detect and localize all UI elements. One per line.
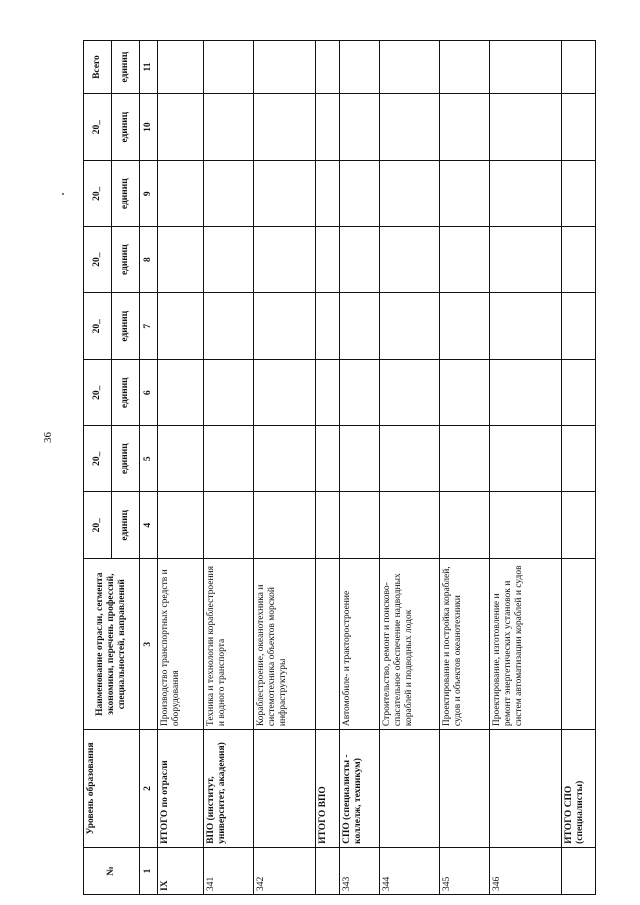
- header-year: 20_: [84, 227, 112, 293]
- value-cell: [440, 227, 490, 293]
- header-num: №: [84, 847, 140, 894]
- scan-speck: [62, 193, 64, 195]
- value-cell: [380, 426, 440, 492]
- value-cell: [254, 426, 316, 492]
- value-cell: [316, 426, 340, 492]
- value-cell: [440, 161, 490, 227]
- table-row: [340, 41, 380, 895]
- table-row: [316, 41, 340, 895]
- value-cell: [204, 227, 254, 293]
- value-cell: [490, 94, 562, 161]
- value-cell: [204, 426, 254, 492]
- value-cell: [158, 227, 204, 293]
- value-cell: [562, 426, 596, 492]
- specialty-name: Автомобиле- и тракторостроение: [340, 559, 380, 730]
- value-cell: [440, 360, 490, 426]
- value-cell: [340, 360, 380, 426]
- value-cell: [380, 360, 440, 426]
- column-index: 1: [140, 847, 158, 894]
- row-number: [562, 847, 596, 894]
- value-cell: [340, 492, 380, 559]
- header-unit: единиц: [112, 94, 140, 161]
- header-unit: единиц: [112, 426, 140, 492]
- column-index: 5: [140, 426, 158, 492]
- header-unit: единиц: [112, 360, 140, 426]
- value-cell: [562, 41, 596, 94]
- education-table: [83, 40, 596, 895]
- value-cell: [316, 41, 340, 94]
- rotated-table-container: [83, 40, 637, 895]
- value-cell: [316, 360, 340, 426]
- value-cell: [380, 41, 440, 94]
- value-cell: [490, 492, 562, 559]
- header-unit: единиц: [112, 41, 140, 94]
- value-cell: [562, 293, 596, 360]
- page-number: 36: [42, 432, 54, 443]
- header-total: Всего: [84, 41, 112, 94]
- value-cell: [158, 161, 204, 227]
- value-cell: [340, 94, 380, 161]
- header-unit: единиц: [112, 161, 140, 227]
- value-cell: [158, 94, 204, 161]
- table-row: [204, 41, 254, 895]
- row-number: IX: [158, 847, 204, 894]
- value-cell: [440, 426, 490, 492]
- header-year: 20_: [84, 94, 112, 161]
- value-cell: [254, 293, 316, 360]
- column-index: 11: [140, 41, 158, 94]
- value-cell: [158, 492, 204, 559]
- value-cell: [440, 94, 490, 161]
- header-unit: единиц: [112, 227, 140, 293]
- specialty-name: Кораблестроение, океанотехника и системотехника объектов морской инфраструктуры: [254, 559, 316, 730]
- education-level: [254, 730, 316, 848]
- value-cell: [440, 293, 490, 360]
- value-cell: [158, 426, 204, 492]
- value-cell: [254, 94, 316, 161]
- header-year: 20_: [84, 360, 112, 426]
- table-body: [158, 41, 596, 895]
- specialty-name: Проектирование и постройка кораблей, судов и объектов океанотехники: [440, 559, 490, 730]
- row-number: 341: [204, 847, 254, 894]
- education-level: ИТОГО ВПО: [316, 730, 340, 848]
- header-year: 20_: [84, 161, 112, 227]
- specialty-name: Проектирование, изготовление и ремонт энергетических установок и систем автоматизации кораблей и судов: [490, 559, 562, 730]
- header-name: Наименование отрасли, сегмента экономики, перечень профессий, специальностей, направлений: [84, 559, 140, 730]
- table-row: [490, 41, 562, 895]
- value-cell: [380, 161, 440, 227]
- specialty-name: Техника и технологии кораблестроения и водного транспорта: [204, 559, 254, 730]
- value-cell: [562, 492, 596, 559]
- row-number: 342: [254, 847, 316, 894]
- table-row: [562, 41, 596, 895]
- education-level: [440, 730, 490, 848]
- table-row: [380, 41, 440, 895]
- column-index: 7: [140, 293, 158, 360]
- value-cell: [316, 94, 340, 161]
- value-cell: [204, 360, 254, 426]
- value-cell: [158, 41, 204, 94]
- header-year: 20_: [84, 492, 112, 559]
- value-cell: [254, 227, 316, 293]
- table-row: [254, 41, 316, 895]
- education-level: ВПО (институт, университет, академия): [204, 730, 254, 848]
- table-row: [440, 41, 490, 895]
- value-cell: [490, 227, 562, 293]
- header-unit: единиц: [112, 293, 140, 360]
- education-level: [490, 730, 562, 848]
- value-cell: [158, 360, 204, 426]
- row-number: 343: [340, 847, 380, 894]
- value-cell: [562, 161, 596, 227]
- value-cell: [490, 161, 562, 227]
- value-cell: [380, 293, 440, 360]
- header-year: 20_: [84, 426, 112, 492]
- value-cell: [204, 94, 254, 161]
- value-cell: [562, 94, 596, 161]
- specialty-name: [316, 559, 340, 730]
- value-cell: [340, 293, 380, 360]
- value-cell: [204, 293, 254, 360]
- row-number: [316, 847, 340, 894]
- value-cell: [254, 360, 316, 426]
- value-cell: [380, 94, 440, 161]
- row-number: 345: [440, 847, 490, 894]
- value-cell: [440, 492, 490, 559]
- value-cell: [254, 161, 316, 227]
- value-cell: [380, 227, 440, 293]
- header-year: 20_: [84, 293, 112, 360]
- value-cell: [562, 227, 596, 293]
- value-cell: [204, 41, 254, 94]
- column-index: 9: [140, 161, 158, 227]
- value-cell: [490, 360, 562, 426]
- value-cell: [204, 161, 254, 227]
- value-cell: [316, 492, 340, 559]
- value-cell: [380, 492, 440, 559]
- value-cell: [340, 41, 380, 94]
- education-level: СПО (специалисты - коллелж, техникум): [340, 730, 380, 848]
- value-cell: [316, 293, 340, 360]
- specialty-name: Производство транспортных средств и оборудования: [158, 559, 204, 730]
- value-cell: [254, 41, 316, 94]
- column-index: 3: [140, 559, 158, 730]
- column-index: 10: [140, 94, 158, 161]
- value-cell: [440, 41, 490, 94]
- column-index: 2: [140, 730, 158, 848]
- value-cell: [490, 426, 562, 492]
- table-row: [158, 41, 204, 895]
- value-cell: [204, 492, 254, 559]
- value-cell: [254, 492, 316, 559]
- value-cell: [316, 227, 340, 293]
- value-cell: [158, 293, 204, 360]
- value-cell: [340, 426, 380, 492]
- value-cell: [316, 161, 340, 227]
- header-unit: единиц: [112, 492, 140, 559]
- column-index: 8: [140, 227, 158, 293]
- column-index: 4: [140, 492, 158, 559]
- education-level: [380, 730, 440, 848]
- specialty-name: [562, 559, 596, 730]
- value-cell: [340, 227, 380, 293]
- row-number: 346: [490, 847, 562, 894]
- education-level: ИТОГО СПО (специалисты): [562, 730, 596, 848]
- education-level: ИТОГО по отрасли: [158, 730, 204, 848]
- value-cell: [562, 360, 596, 426]
- value-cell: [490, 293, 562, 360]
- specialty-name: Строительство, ремонт и поисково-спасательное обеспечение надводных кораблей и подводных лодок: [380, 559, 440, 730]
- header-level: Уровень образования: [84, 730, 140, 848]
- row-number: 344: [380, 847, 440, 894]
- value-cell: [490, 41, 562, 94]
- value-cell: [340, 161, 380, 227]
- column-index: 6: [140, 360, 158, 426]
